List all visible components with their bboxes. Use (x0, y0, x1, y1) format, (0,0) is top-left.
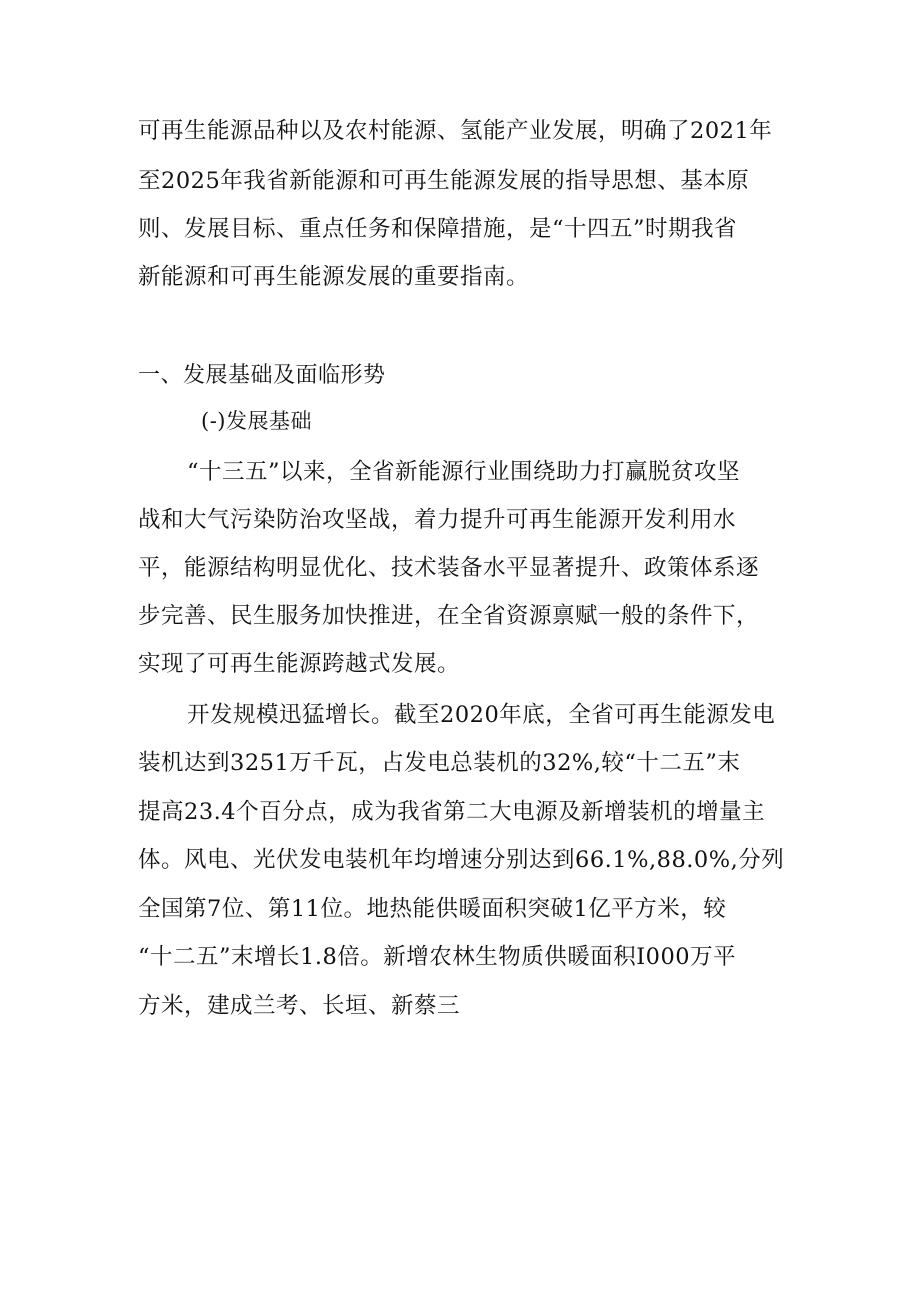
section-heading: 一、发展基础及面临形势 (138, 363, 386, 388)
text-line: 新能源和可再生能源发展的重要指南。 (138, 264, 530, 290)
text-line: 平，能源结构明显优化、技术装备水平显著提升、政策体系逐 (138, 555, 760, 581)
text-line: 体。风电、光伏发电装机年均增速分别达到66.1%,88.0%,分列 (138, 847, 785, 873)
text-line: 实现了可再生能源跨越式发展。 (138, 651, 461, 677)
text-line: 则、发展目标、重点任务和保障措施，是“十四五”时期我省 (138, 216, 738, 242)
text-line: 提高23.4个百分点，成为我省第二大电源及新增装机的增量主 (138, 799, 766, 825)
text-line: 可再生能源品种以及农村能源、氢能产业发展，明确了2021年 (138, 118, 773, 144)
text-line: 全国第7位、第11位。地热能供暖面积突破1亿平方米，较 (138, 896, 727, 922)
text-line: 战和大气污染防治攻坚战，着力提升可再生能源开发利用水 (138, 507, 737, 533)
text-line: 步完善、民生服务加快推进，在全省资源禀赋一般的条件下， (138, 603, 760, 629)
text-line: “十二五”末增长1.8倍。新增农林生物质供暖面积I000万平 (138, 944, 737, 970)
text-line: 开发规模迅猛增长。截至2020年底，全省可再生能源发电 (187, 702, 776, 728)
text-line: “十三五”以来，全省新能源行业围绕助力打赢脱贫攻坚 (187, 459, 741, 485)
text-line: 至2025年我省新能源和可再生能源发展的指导思想、基本原 (138, 168, 750, 194)
text-line: 方米，建成兰考、长垣、新蔡三 (138, 993, 461, 1019)
text-line: 装机达到3251万千瓦，占发电总装机的32%,较“十二五”末 (138, 750, 741, 776)
subsection-heading: (-)发展基础 (201, 409, 312, 433)
